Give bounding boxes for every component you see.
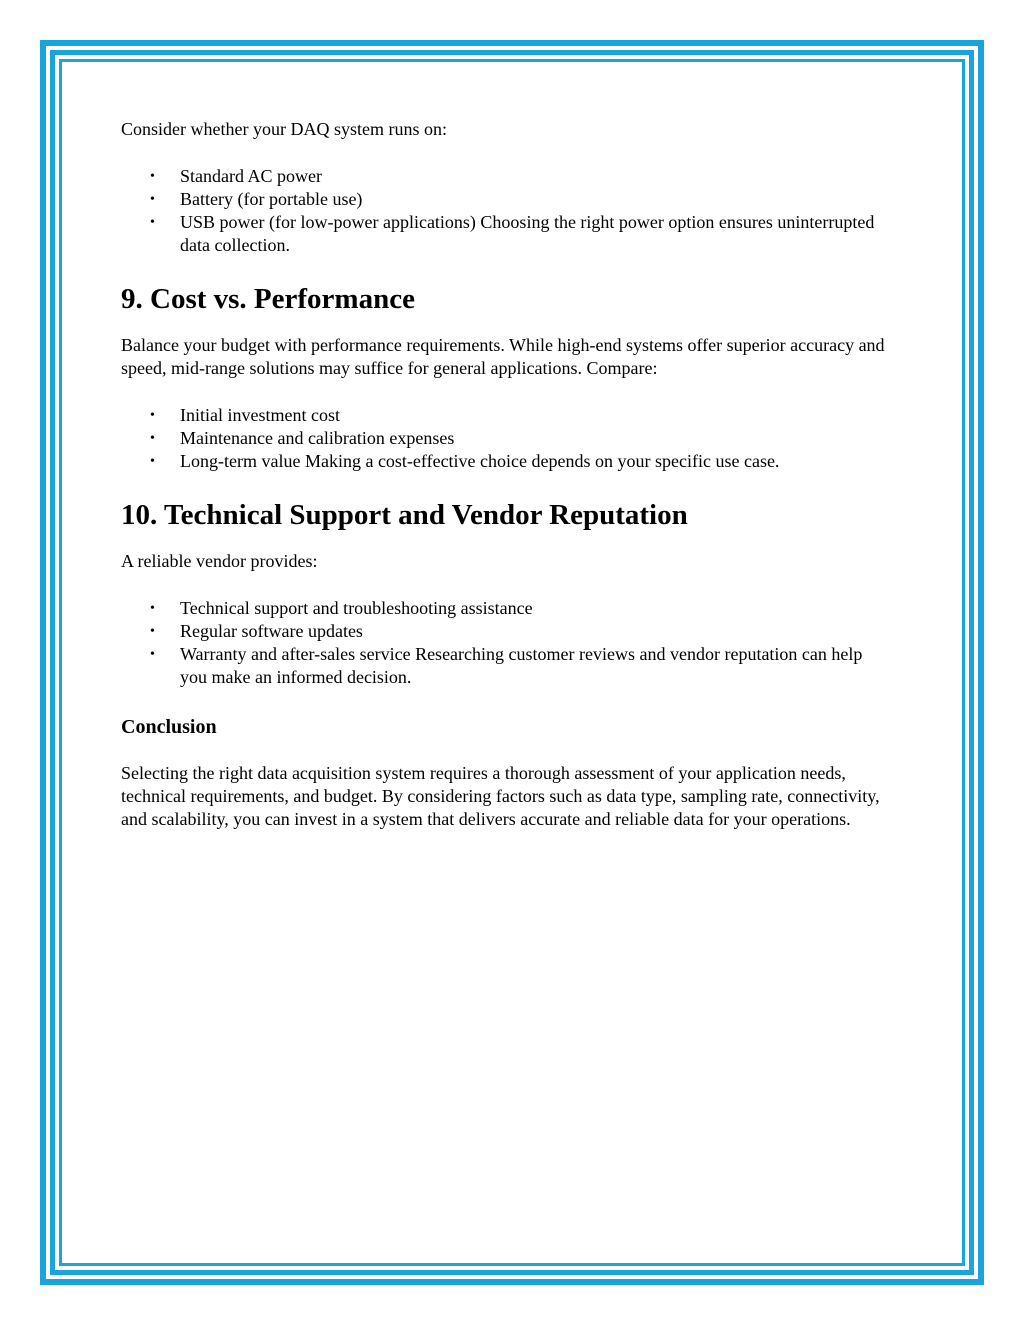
list-item: • Technical support and troubleshooting assistance xyxy=(150,598,533,618)
bullet-icon: • xyxy=(150,647,155,662)
list-item: • Battery (for portable use) xyxy=(150,189,363,209)
section-10-paragraph: A reliable vendor provides: xyxy=(121,551,318,571)
conclusion-heading: Conclusion xyxy=(121,716,217,738)
document-body xyxy=(121,118,891,831)
conclusion-paragraph: Selecting the right data acquisition system requires a thorough assessment of your application needs, technical requirements, and budget. By considering factors such as data type, sampling rate, connectivity, and scalability, you can invest in a system that delivers accurate and reliable data for your operations. xyxy=(121,763,880,829)
bullet-icon: • xyxy=(150,169,155,184)
bullet-icon: • xyxy=(150,408,155,423)
power-intro-text: Consider whether your DAQ system runs on: xyxy=(121,119,447,139)
bullet-icon: • xyxy=(150,431,155,446)
section-9-paragraph: Balance your budget with performance requirements. While high-end systems offer superior accuracy and speed, mid-range solutions may suffice for general applications. Compare: xyxy=(121,335,885,378)
cost-comparison-list xyxy=(121,404,891,473)
bullet-icon: • xyxy=(150,454,155,469)
list-item: • Initial investment cost xyxy=(150,405,340,425)
list-item: • Regular software updates xyxy=(150,621,363,641)
list-item: • Warranty and after-sales service Researching customer reviews and vendor reputation can help you make an informed decision. xyxy=(150,644,863,687)
vendor-provides-list xyxy=(121,597,891,689)
bullet-icon: • xyxy=(150,215,155,230)
list-item: • Standard AC power xyxy=(150,166,322,186)
section-9-heading: 9. Cost vs. Performance xyxy=(121,283,415,315)
list-item: • Maintenance and calibration expenses xyxy=(150,428,455,448)
list-item: • Long-term value Making a cost-effective choice depends on your specific use case. xyxy=(150,451,780,471)
power-options-list xyxy=(121,165,891,257)
bullet-icon: • xyxy=(150,601,155,616)
bullet-icon: • xyxy=(150,624,155,639)
section-10-heading: 10. Technical Support and Vendor Reputation xyxy=(121,499,688,531)
bullet-icon: • xyxy=(150,192,155,207)
list-item: • USB power (for low-power applications) Choosing the right power option ensures uninterrupted data collection. xyxy=(150,212,875,255)
